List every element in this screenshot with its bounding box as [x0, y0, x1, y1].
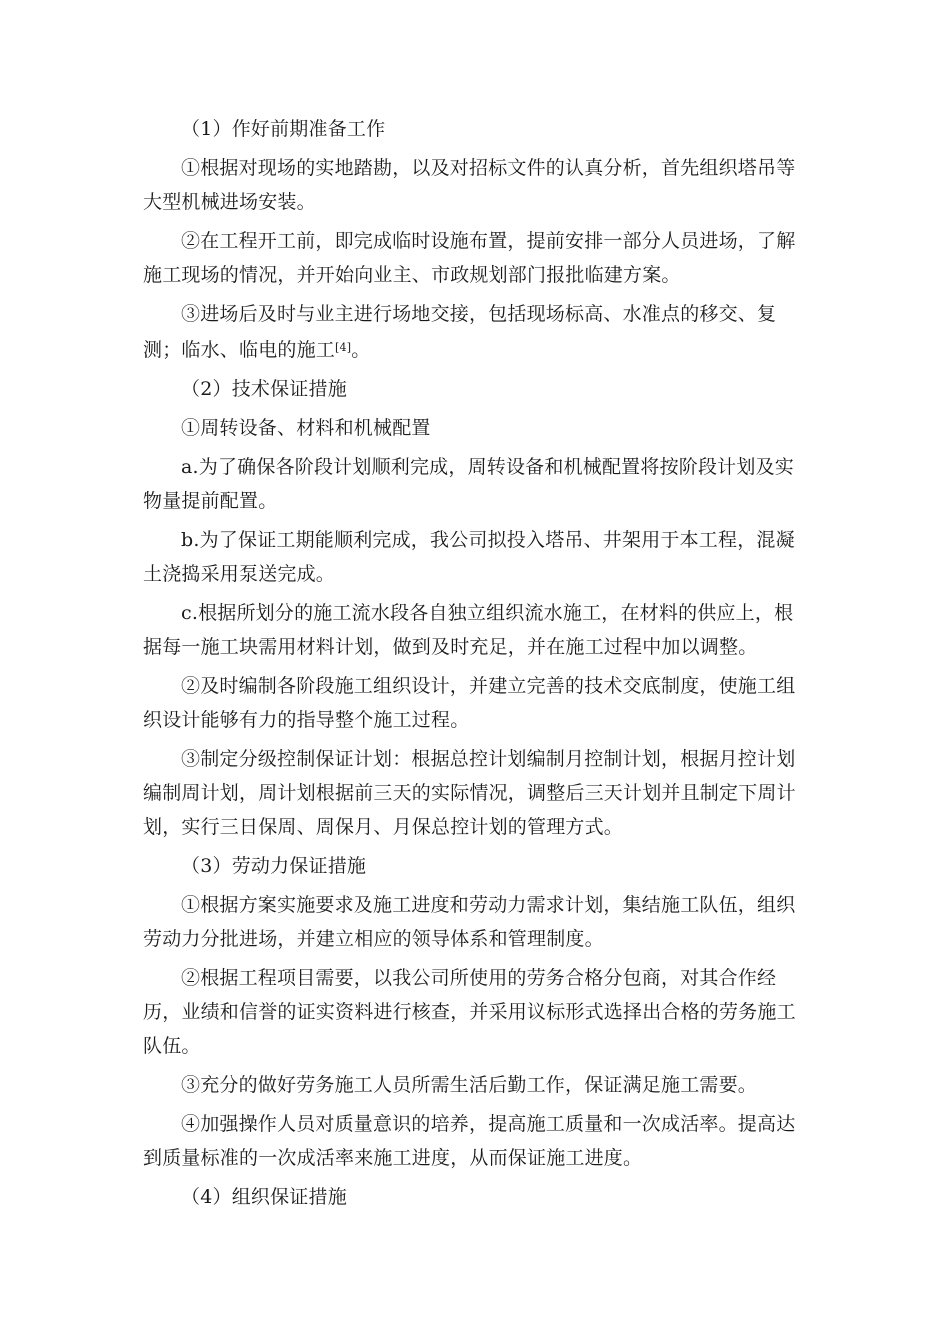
- paragraph-2-1-b: b.为了保证工期能顺利完成，我公司拟投入塔吊、井架用于本工程，混凝 土浇捣采用泵送完成。: [143, 529, 795, 585]
- paragraph-2-1-a: a.为了确保各阶段计划顺利完成，周转设备和机械配置将按阶段计划及实 物量提前配置。: [143, 456, 794, 512]
- section-heading-1: （1）作好前期准备工作: [181, 118, 386, 140]
- paragraph-1-3-tail: 。: [351, 339, 371, 361]
- section-heading-3: （3）劳动力保证措施: [181, 855, 367, 877]
- document-body: [143, 112, 803, 1214]
- paragraph-3-1: ①根据方案实施要求及施工进度和劳动力需求计划，集结施工队伍，组织 劳动力分批进场，并建立相应的领导体系和管理制度。: [143, 894, 796, 950]
- section-heading-2: （2）技术保证措施: [181, 378, 347, 400]
- citation-reference: [4]: [335, 341, 352, 354]
- paragraph-2-1: ①周转设备、材料和机械配置: [181, 417, 431, 439]
- paragraph-2-2: ②及时编制各阶段施工组织设计，并建立完善的技术交底制度，使施工组 织设计能够有力的指导整个施工过程。: [143, 675, 796, 731]
- paragraph-1-3: [143, 297, 803, 367]
- paragraph-3-3: ③充分的做好劳务施工人员所需生活后勤工作，保证满足施工需要。: [181, 1074, 758, 1096]
- paragraph-1-2: ②在工程开工前，即完成临时设施布置，提前安排一部分人员进场，了解 施工现场的情况，并开始向业主、市政规划部门报批临建方案。: [143, 230, 796, 286]
- paragraph-2-3: ③制定分级控制保证计划：根据总控计划编制月控制计划，根据月控计划 编制周计划，周计划根据前三天的实际情况，调整后三天计划并且制定下周计 划，实行三日保周、周保月、月保总控计划的管理方式。: [143, 748, 796, 838]
- section-heading-4: （4）组织保证措施: [181, 1186, 347, 1208]
- paragraph-1-3-text: ③进场后及时与业主进行场地交接，包括现场标高、水准点的移交、复 测；临水、临电的施工: [143, 303, 777, 361]
- paragraph-2-1-c: c.根据所划分的施工流水段各自独立组织流水施工，在材料的供应上，根 据每一施工块需用材料计划，做到及时充足，并在施工过程中加以调整。: [143, 602, 794, 658]
- paragraph-1-1: ①根据对现场的实地踏勘，以及对招标文件的认真分析，首先组织塔吊等 大型机械进场安装。: [143, 157, 796, 213]
- paragraph-3-4: ④加强操作人员对质量意识的培养，提高施工质量和一次成活率。提高达 到质量标准的一次成活率来施工进度，从而保证施工进度。: [143, 1113, 796, 1169]
- paragraph-3-2: ②根据工程项目需要，以我公司所使用的劳务合格分包商，对其合作经 历，业绩和信誉的证实资料进行核查，并采用议标形式选择出合格的劳务施工 队伍。: [143, 967, 796, 1057]
